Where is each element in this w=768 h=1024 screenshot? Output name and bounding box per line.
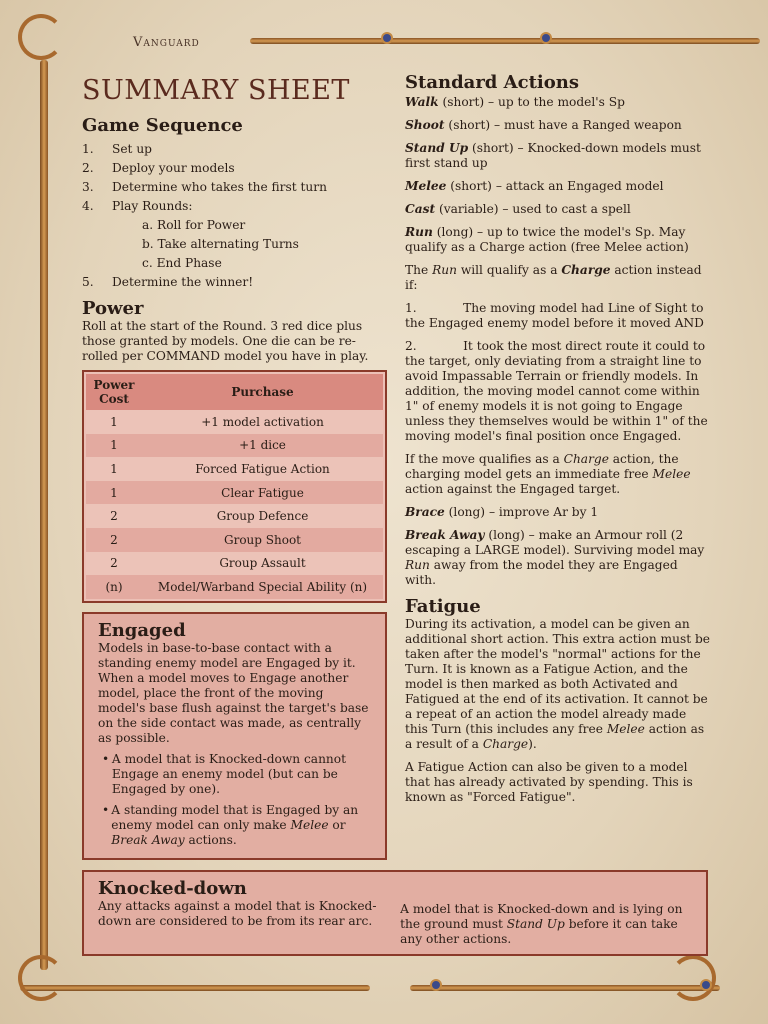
knocked-down-box [82, 870, 708, 956]
game-sequence-list [82, 142, 387, 294]
paragraph [405, 141, 710, 171]
text-run: Charge [482, 737, 529, 751]
fatigue-heading: Fatigue [405, 596, 481, 617]
item-number: 3. [82, 180, 94, 194]
paragraph [405, 339, 710, 444]
cell-purchase: Group Assault [142, 552, 383, 576]
column-header-power-cost: Power Cost [86, 374, 142, 410]
cell-cost: (n) [86, 575, 142, 599]
text-run: (variable) – used to cast a spell [435, 202, 631, 216]
engaged-bullets [98, 752, 371, 848]
text-run: Shoot [405, 118, 445, 132]
paragraph [405, 617, 710, 752]
text-run: A model that is Knocked-down and is lying on the ground must [400, 902, 683, 931]
text-run: will qualify as a [456, 263, 562, 277]
text-run: (short) – Knocked-down models must first stand up [405, 141, 705, 170]
paragraph [405, 760, 710, 805]
text-run: Brace [405, 505, 445, 519]
corner-scroll-icon [18, 955, 64, 1001]
page-title: SUMMARY SHEET [82, 75, 350, 106]
text-run: (short) – must have a Ranged weapon [444, 118, 682, 132]
list-item [82, 218, 387, 237]
paragraph [405, 528, 710, 588]
paragraph [405, 263, 710, 293]
text-run: action against the Engaged target. [405, 467, 695, 496]
game-sequence-section [82, 115, 387, 294]
cell-cost: 1 [86, 434, 142, 458]
knocked-down-left-text: Any attacks against a model that is Knocked-down are considered to be from its rear arc. [98, 899, 377, 928]
text-run: before it can take any other actions. [400, 917, 678, 946]
item-text: Play Rounds: [112, 199, 193, 213]
text-run: Stand Up [506, 917, 565, 931]
text-run: The [405, 263, 433, 277]
power-text: Roll at the start of the Round. 3 red dice plus those granted by models. One die can be re-rolled per COMMAND model you have in play. [82, 319, 369, 363]
text-run: Break Away [111, 833, 185, 847]
item-number [82, 256, 112, 275]
text-run: Melee [606, 722, 645, 736]
paragraph [405, 118, 710, 133]
text-run: 1. The moving model had Line of Sight to the Engaged enemy model before it moved AND [405, 301, 708, 330]
item-number: 5. [82, 275, 94, 289]
table-row [86, 528, 383, 552]
paragraph [405, 505, 710, 520]
item-number [82, 218, 112, 237]
paragraph [405, 179, 710, 194]
bullet-text [112, 752, 371, 797]
knocked-down-right-text [400, 902, 692, 947]
item-text: Determine who takes the first turn [112, 180, 327, 194]
text-run: ). [528, 737, 537, 751]
text-run: Run [405, 225, 433, 239]
item-number: 4. [82, 199, 94, 213]
text-run: During its activation, a model can be given an additional short action. This extra action must be taken after the model's "normal" actions for the Turn. It is known as a Fatigue Action, and the model is then marked as both Activated and Fatigued at the end of its activation. It cannot be a repeat of an action the model already made this Turn (this includes any free [405, 617, 710, 736]
cell-cost: 2 [86, 552, 142, 576]
bullet-text [111, 803, 371, 848]
list-item [82, 199, 387, 218]
text-run: Run [432, 263, 457, 277]
text-run: Melee [405, 179, 447, 193]
cell-purchase: Forced Fatigue Action [142, 457, 383, 481]
power-section [82, 298, 387, 364]
item-text: Determine the winner! [112, 275, 254, 289]
paragraph [405, 95, 710, 110]
text-run: actions. [184, 833, 237, 847]
item-text: Set up [112, 142, 152, 156]
text-run: Stand Up [405, 141, 469, 155]
corner-scroll-icon [670, 955, 716, 1001]
text-run: A Fatigue Action can also be given to a model that has already activated by spending. This is known as "Forced Fatigue". [405, 760, 693, 804]
power-table [82, 370, 387, 603]
engaged-text: Models in base-to-base contact with a standing enemy model are Engaged by it. When a model moves to Engage another model, place the front of the moving model's base flush against the target's base on the side contact was made, as centrally as possible. [98, 641, 369, 745]
item-number: 1. [82, 142, 94, 156]
text-run: Run [405, 558, 430, 572]
left-border-ornament [40, 60, 48, 970]
table-row [86, 481, 383, 505]
list-item [82, 180, 387, 199]
cell-cost: 1 [86, 457, 142, 481]
paragraph [405, 301, 710, 331]
corner-scroll-icon [18, 14, 64, 60]
bullet-item [98, 752, 371, 797]
text-run: (short) – attack an Engaged model [446, 179, 664, 193]
item-number: 2. [82, 161, 94, 175]
text-run: action, the charging model gets an immediate free [405, 452, 683, 481]
list-item [82, 237, 387, 256]
table-row [86, 457, 383, 481]
gem-icon [540, 32, 552, 44]
gem-icon [430, 979, 442, 991]
text-run: (long) – make an Armour roll (2 escaping a LARGE model). Surviving model may [405, 528, 709, 557]
text-run: (long) – improve Ar by 1 [444, 505, 599, 519]
item-text: Deploy your models [112, 161, 235, 175]
cell-purchase: Group Defence [142, 504, 383, 528]
power-heading: Power [82, 298, 144, 319]
text-run: Cast [405, 202, 436, 216]
list-item [82, 275, 387, 294]
gem-icon [700, 979, 712, 991]
text-run: A model that is Knocked-down cannot Engage an enemy model (but can be Engaged by one). [111, 752, 347, 796]
list-item [82, 142, 387, 161]
cell-purchase: +1 model activation [142, 410, 383, 434]
engaged-box [82, 612, 387, 860]
text-run: away from the model they are Engaged with. [405, 558, 682, 587]
cell-purchase: +1 dice [142, 434, 383, 458]
game-sequence-heading: Game Sequence [82, 115, 243, 136]
table-row [86, 434, 383, 458]
knocked-down-heading: Knocked-down [98, 878, 247, 899]
text-run: Walk [405, 95, 439, 109]
fatigue-text [405, 617, 710, 805]
text-run: action as a result of a [405, 722, 705, 751]
standard-actions-heading: Standard Actions [405, 72, 579, 93]
paragraph [405, 225, 710, 255]
text-run: A standing model that is Engaged by an enemy model can only make [111, 803, 359, 832]
list-item [82, 256, 387, 275]
text-run: action instead if: [405, 263, 706, 292]
item-number [82, 237, 112, 256]
text-run: or [328, 818, 346, 832]
brand-label: Vanguard [133, 35, 200, 50]
list-item [82, 161, 387, 180]
bullet-item [98, 803, 371, 848]
bottom-left-border-ornament [20, 985, 370, 991]
cell-cost: 1 [86, 410, 142, 434]
paragraph [405, 452, 710, 497]
cell-purchase: Clear Fatigue [142, 481, 383, 505]
table-row [86, 410, 383, 434]
text-run: (long) – up to twice the model's Sp. May qualify as a Charge action (free Melee action) [405, 225, 690, 254]
engaged-heading: Engaged [98, 620, 186, 641]
bullet-icon: • [102, 803, 110, 817]
item-text: a. Roll for Power [142, 218, 246, 232]
top-border-ornament [250, 38, 760, 44]
column-header-purchase: Purchase [142, 374, 383, 410]
text-run: (short) – up to the model's Sp [438, 95, 625, 109]
cell-cost: 2 [86, 528, 142, 552]
text-run: If the move qualifies as a [405, 452, 564, 466]
cell-cost: 1 [86, 481, 142, 505]
text-run: Melee [652, 467, 691, 481]
table-row [86, 575, 383, 599]
standard-actions-list [405, 95, 710, 588]
table-row [86, 552, 383, 576]
text-run: Break Away [405, 528, 485, 542]
text-run: Melee [290, 818, 329, 832]
item-text: b. Take alternating Turns [142, 237, 299, 251]
text-run: 2. It took the most direct route it could to the target, only deviating from a straight line to avoid Impassable Terrain or friendly models. In addition, the moving model cannot come within 1" of enemy models it is not going to Engage unless they themselves would be within 1" of the moving model's final position once Engaged. [405, 339, 712, 443]
bullet-icon: • [102, 752, 110, 766]
text-run: Charge [563, 452, 609, 466]
table-row [86, 504, 383, 528]
cell-purchase: Model/Warband Special Ability (n) [142, 575, 383, 599]
right-column [405, 72, 710, 813]
paragraph [405, 202, 710, 217]
cell-purchase: Group Shoot [142, 528, 383, 552]
cell-cost: 2 [86, 504, 142, 528]
item-text: c. End Phase [142, 256, 222, 270]
gem-icon [381, 32, 393, 44]
text-run: Charge [561, 263, 611, 277]
